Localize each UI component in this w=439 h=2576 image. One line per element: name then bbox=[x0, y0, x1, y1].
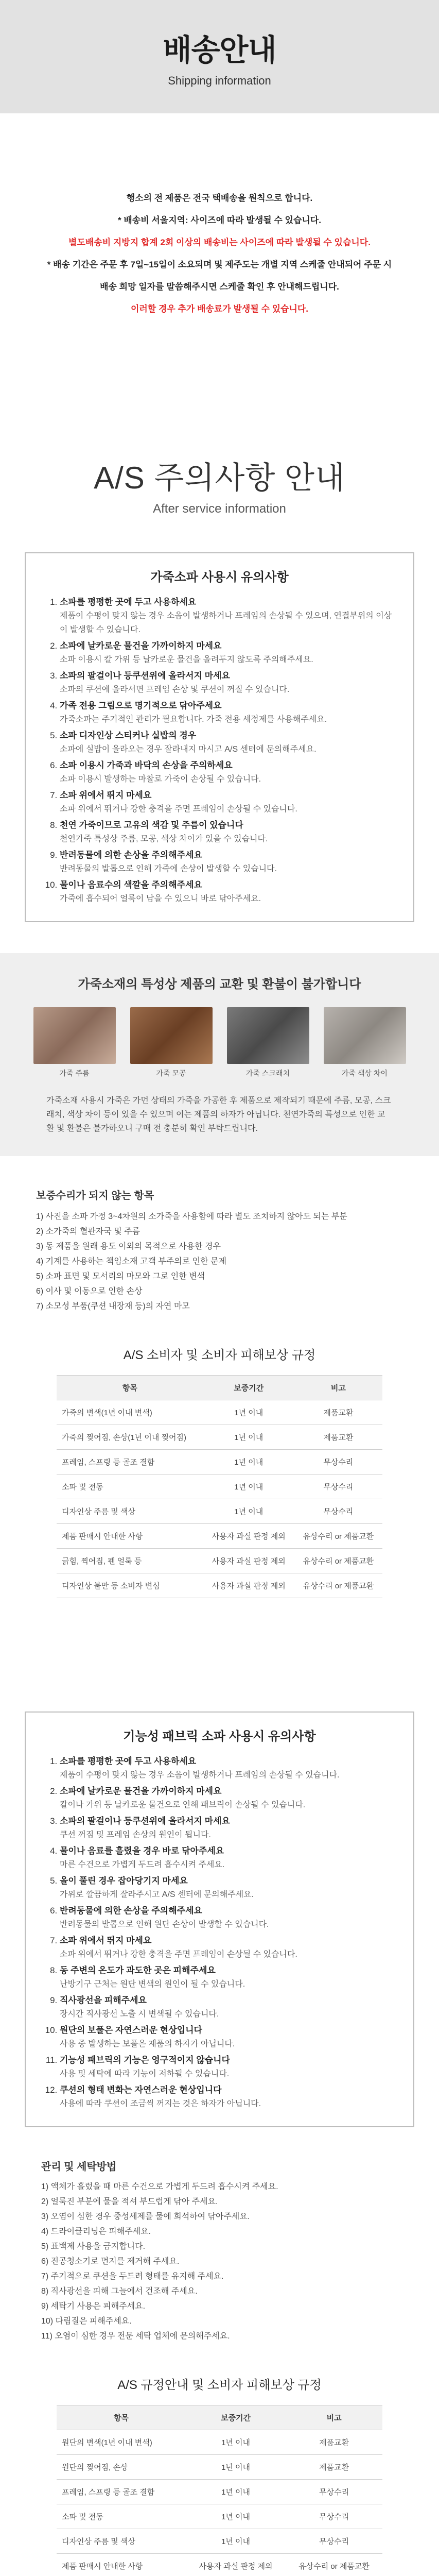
care-list bbox=[46, 595, 393, 906]
care-item-head: 물이나 음료를 흘렸을 경우 바로 닦아주세요 bbox=[60, 1846, 224, 1856]
mgmt-line: 10) 다림질은 피해주세요. bbox=[41, 2317, 132, 2326]
swatch-label: 가죽 주름 bbox=[59, 1069, 90, 1077]
table-cell: 사용자 과실 판정 제외 bbox=[186, 2554, 286, 2576]
table-row bbox=[57, 2455, 382, 2480]
table-cell: 제품교환 bbox=[286, 2430, 382, 2455]
mgmt-title: 관리 및 세탁방법 bbox=[41, 2161, 117, 2173]
table-row bbox=[57, 2504, 382, 2529]
care-item bbox=[60, 1934, 393, 1961]
table-header: 항목 bbox=[57, 1376, 203, 1400]
leather-paragraph: 가죽소재 사용시 가죽은 가먼 상태의 가죽을 가공한 후 제품으로 제작되기 때문에 주름, 모공, 스크래치, 색상 차이 등이 있을 수 있으며 이는 제품의 하자가 아닙니다. 천연가죽의 특성으로 인한 교환 및 환불은 불가하오니 구매 전 충분히 확인 부탁드립니다. bbox=[46, 1096, 391, 1133]
shipping-header bbox=[0, 0, 439, 113]
care-item-head: 직사광선을 피해주세요 bbox=[60, 1995, 147, 2005]
table-cell: 사용자 과실 판정 제외 bbox=[203, 1524, 294, 1549]
care-item bbox=[60, 699, 393, 726]
table-cell: 무상수리 bbox=[294, 1475, 382, 1499]
table-cell: 소파 및 전동 bbox=[57, 1475, 203, 1499]
notice-line: * 배송 기간은 주문 후 7일~15일이 소요되며 및 제주도는 개별 지역 스케줄 안내되어 주문 시 bbox=[47, 260, 392, 269]
mgmt-line: 5) 표백제 사용을 금지합니다. bbox=[41, 2242, 146, 2251]
box-title: 가죽소파 사용시 유의사항 bbox=[150, 570, 289, 584]
care-item-detail: 가죽소파는 주기적인 관리가 필요합니다. 가죽 전용 세정제를 사용해주세요. bbox=[60, 715, 327, 724]
care-item-head: 소파의 팔걸이나 등쿠션위에 올라서지 마세요 bbox=[60, 1816, 230, 1826]
table-row bbox=[57, 1573, 382, 1598]
swatch-label: 가죽 모공 bbox=[156, 1069, 186, 1077]
mgmt-line: 11) 오염이 심한 경우 전문 세탁 업체에 문의해주세요. bbox=[41, 2332, 230, 2341]
notice-line: 행소의 전 제품은 전국 택배송을 원칙으로 합니다. bbox=[126, 193, 313, 203]
table-cell: 제품 판매시 안내한 사항 bbox=[57, 2554, 186, 2576]
table-cell: 무상수리 bbox=[286, 2529, 382, 2554]
care-item-head: 소파 이용시 가죽과 바닥의 손상을 주의하세요 bbox=[60, 760, 233, 770]
table-cell: 무상수리 bbox=[286, 2480, 382, 2504]
care-item-head: 소파 디자인상 스티커나 실밥의 경우 bbox=[60, 731, 197, 740]
care-item bbox=[60, 1754, 393, 1782]
table-header: 비고 bbox=[286, 2405, 382, 2430]
care-item-head: 물이나 음료수의 색깔을 주의해주세요 bbox=[60, 880, 202, 890]
leather-scratch-image bbox=[227, 1007, 309, 1064]
warranty-line: 5) 소파 표면 및 모서리의 마모와 그로 인한 변색 bbox=[36, 1272, 205, 1281]
as-subtitle: After service information bbox=[153, 502, 286, 516]
care-item bbox=[60, 1874, 393, 1902]
care-item-detail: 소파 위에서 뛰거나 강한 충격을 주면 프레임이 손상될 수 있습니다. bbox=[60, 805, 297, 814]
table-cell: 유상수리 or 제품교환 bbox=[294, 1524, 382, 1549]
mgmt-line: 3) 오염이 심한 경우 중성세제를 물에 희석하여 닦아주세요. bbox=[41, 2212, 250, 2221]
care-item bbox=[60, 848, 393, 876]
table-cell: 원단의 변색(1년 이내 변색) bbox=[57, 2430, 186, 2455]
table-cell: 1년 이내 bbox=[186, 2480, 286, 2504]
mgmt-line: 8) 직사광선을 피해 그늘에서 건조해 주세요. bbox=[41, 2287, 198, 2296]
care-item bbox=[60, 1993, 393, 2021]
table-row bbox=[57, 1475, 382, 1499]
table-cell: 가죽의 변색(1년 이내 변색) bbox=[57, 1400, 203, 1425]
as-table-fabric bbox=[57, 2375, 382, 2576]
table-cell: 무상수리 bbox=[294, 1450, 382, 1475]
table-cell: 긁힘, 찍어짐, 펜 얼룩 등 bbox=[57, 1549, 203, 1573]
table-cell: 사용자 과실 판정 제외 bbox=[203, 1573, 294, 1598]
table-cell: 1년 이내 bbox=[203, 1400, 294, 1425]
table-cell: 1년 이내 bbox=[186, 2529, 286, 2554]
care-item-head: 소파의 팔걸이나 등쿠션위에 올라서지 마세요 bbox=[60, 671, 230, 681]
table-header: 보증기간 bbox=[203, 1376, 294, 1400]
care-list bbox=[46, 1754, 393, 2111]
care-item-head: 천연 가죽이므로 고유의 색감 및 주름이 있습니다 bbox=[60, 820, 243, 830]
care-item-detail: 소파에 실밥이 올라오는 경우 잘라내지 마시고 A/S 센터에 문의해주세요. bbox=[60, 745, 317, 754]
care-item-detail: 난방기구 근처는 원단 변색의 원인이 될 수 있습니다. bbox=[60, 1980, 245, 1989]
table-row bbox=[57, 2430, 382, 2455]
table-cell: 디자인상 불만 등 소비자 변심 bbox=[57, 1573, 203, 1598]
table-header: 항목 bbox=[57, 2405, 186, 2430]
care-item-detail: 마른 수건으로 가볍게 두드려 흡수시켜 주세요. bbox=[60, 1860, 225, 1869]
care-item-detail: 사용 및 세탁에 따라 기능이 저하될 수 있습니다. bbox=[60, 2070, 230, 2078]
table-cell: 제품 판매시 안내한 사항 bbox=[57, 1524, 203, 1549]
leather-wrinkle-image bbox=[33, 1007, 116, 1064]
table-cell: 1년 이내 bbox=[186, 2455, 286, 2480]
leather-title: 가죽소재의 특성상 제품의 교환 및 환불이 불가합니다 bbox=[78, 977, 361, 991]
notice-line: * 배송비 서울지역: 사이즈에 따라 발생될 수 있습니다. bbox=[118, 215, 321, 225]
care-item bbox=[60, 595, 393, 637]
table-cell: 디자인상 주름 및 색상 bbox=[57, 2529, 186, 2554]
warranty-line: 4) 기계를 사용하는 책임소재 고객 부주의로 인한 문제 bbox=[36, 1257, 226, 1266]
table-row bbox=[57, 1549, 382, 1573]
table-row bbox=[57, 1450, 382, 1475]
notice-line: 별도배송비 지방지 합계 2회 이상의 배송비는 사이즈에 따라 발생될 수 있습니다. bbox=[68, 238, 371, 247]
as-table bbox=[57, 1375, 382, 1598]
care-item-head: 소파 위에서 뛰지 마세요 bbox=[60, 790, 152, 800]
care-item bbox=[60, 878, 393, 906]
shipping-title: 배송안내 bbox=[163, 33, 276, 67]
care-item bbox=[60, 1963, 393, 1991]
care-item bbox=[60, 1904, 393, 1931]
mgmt-line: 4) 드라이클리닝은 피해주세요. bbox=[41, 2227, 151, 2236]
care-item-detail: 장시간 직사광선 노출 시 변색될 수 있습니다. bbox=[60, 2010, 219, 2019]
table-cell: 유상수리 or 제품교환 bbox=[294, 1549, 382, 1573]
table-cell: 무상수리 bbox=[286, 2504, 382, 2529]
leather-sofa-care-box bbox=[25, 552, 414, 922]
warranty-title: 보증수리가 되지 않는 항목 bbox=[36, 1190, 154, 1201]
table-cell: 1년 이내 bbox=[186, 2430, 286, 2455]
table-cell: 제품교환 bbox=[294, 1425, 382, 1450]
leather-property-section bbox=[0, 953, 439, 1156]
care-item-head: 쿠션의 형태 변화는 자연스러운 현상입니다 bbox=[60, 2085, 222, 2095]
swatch-label: 가죽 색상 차이 bbox=[342, 1069, 388, 1077]
swatch-label: 가죽 스크래치 bbox=[245, 1069, 290, 1077]
care-item-head: 소파를 평평한 곳에 두고 사용하세요 bbox=[60, 1756, 197, 1766]
care-item bbox=[60, 2023, 393, 2051]
notice-line: 이러할 경우 추가 배송료가 발생될 수 있습니다. bbox=[130, 304, 309, 314]
leather-color-image bbox=[324, 1007, 406, 1064]
table-cell: 원단의 찢어짐, 손상 bbox=[57, 2455, 186, 2480]
table-cell: 유상수리 or 제품교환 bbox=[294, 1573, 382, 1598]
care-item-head: 기능성 패브릭의 기능은 영구적이지 않습니다 bbox=[60, 2055, 230, 2065]
table-cell: 1년 이내 bbox=[203, 1425, 294, 1450]
table-cell: 소파 및 전동 bbox=[57, 2504, 186, 2529]
care-item-detail: 사용에 따라 쿠션이 조금씩 꺼지는 것은 하자가 아닙니다. bbox=[60, 2099, 261, 2108]
table-cell: 1년 이내 bbox=[186, 2504, 286, 2529]
care-item bbox=[60, 818, 393, 846]
table-row bbox=[57, 1425, 382, 1450]
box-title: 기능성 패브릭 소파 사용시 유의사항 bbox=[123, 1730, 316, 1743]
table-cell: 제품교환 bbox=[294, 1400, 382, 1425]
care-item-head: 반려동물에 의한 손상을 주의해주세요 bbox=[60, 850, 202, 860]
table-header: 비고 bbox=[294, 1376, 382, 1400]
care-item bbox=[60, 2053, 393, 2081]
care-and-wash bbox=[41, 2158, 398, 2344]
care-item bbox=[60, 1814, 393, 1842]
table-cell: 가죽의 찢어짐, 손상(1년 이내 찢어짐) bbox=[57, 1425, 203, 1450]
table-cell: 1년 이내 bbox=[203, 1499, 294, 1524]
table-cell: 프레임, 스프링 등 골조 결함 bbox=[57, 1450, 203, 1475]
care-item bbox=[60, 1844, 393, 1872]
table-cell: 1년 이내 bbox=[203, 1475, 294, 1499]
care-item-head: 소파 위에서 뛰지 마세요 bbox=[60, 1936, 152, 1945]
as-heading bbox=[0, 453, 439, 516]
care-item bbox=[60, 669, 393, 697]
care-item-detail: 소파 위에서 뛰거나 강한 충격을 주면 프레임이 손상될 수 있습니다. bbox=[60, 1950, 297, 1959]
table-title: A/S 소비자 및 소비자 피해보상 규정 bbox=[123, 1348, 316, 1362]
care-item bbox=[60, 639, 393, 667]
table-title: A/S 규정안내 및 소비자 피해보상 규정 bbox=[117, 2378, 322, 2392]
table-row bbox=[57, 2480, 382, 2504]
care-item-detail: 제품이 수평이 맞지 않는 경우 소음이 발생하거나 프레임의 손상될 수 있으며, 연결부위의 이상이 발생할 수 있습니다. bbox=[60, 612, 392, 634]
care-item-detail: 소파 이용시 칼 가위 등 날카로운 물건을 올려두지 않도록 주의해주세요. bbox=[60, 655, 313, 664]
care-item bbox=[60, 1784, 393, 1812]
fabric-sofa-care-box bbox=[25, 1711, 414, 2127]
mgmt-line: 6) 진공청소기로 먼지를 제거해 주세요. bbox=[41, 2257, 180, 2266]
notice-line: 배송 희망 일자를 말씀해주시면 스케줄 확인 후 안내해드립니다. bbox=[100, 282, 339, 292]
mgmt-line: 2) 얼룩진 부분에 물을 적셔 부드럽게 닦아 주세요. bbox=[41, 2197, 218, 2206]
care-item-detail: 소파 이용시 발생하는 마찰로 가죽이 손상될 수 있습니다. bbox=[60, 775, 261, 784]
warranty-line: 6) 이사 및 이동으로 인한 손상 bbox=[36, 1287, 143, 1296]
care-item-head: 소파에 날카로운 물건을 가까이하지 마세요 bbox=[60, 641, 222, 651]
mgmt-line: 1) 액체가 흘렀을 때 마른 수건으로 가볍게 두드려 흡수시켜 주세요. bbox=[41, 2182, 278, 2191]
warranty-exclusions bbox=[36, 1187, 403, 1314]
care-item-head: 동 주변의 온도가 과도한 곳은 피해주세요 bbox=[60, 1965, 216, 1975]
shipping-subtitle: Shipping information bbox=[168, 74, 271, 87]
care-item bbox=[60, 728, 393, 756]
care-item-head: 반려동물에 의한 손상을 주의해주세요 bbox=[60, 1906, 202, 1916]
care-item-detail: 천연가죽 특성상 주름, 모공, 색상 차이가 있을 수 있습니다. bbox=[60, 835, 268, 843]
warranty-line: 2) 소가죽의 혈관자국 및 주름 bbox=[36, 1227, 141, 1236]
table-row bbox=[57, 1400, 382, 1425]
table-row bbox=[57, 1499, 382, 1524]
as-table-leather bbox=[57, 1345, 382, 1598]
care-item-detail: 가죽에 흡수되어 얼룩이 남을 수 있으니 바로 닦아주세요. bbox=[60, 894, 261, 903]
warranty-line: 3) 동 제품을 원래 용도 이외의 목적으로 사용한 경우 bbox=[36, 1242, 221, 1251]
leather-pore-image bbox=[130, 1007, 213, 1064]
care-item-head: 소파에 날카로운 물건을 가까이하지 마세요 bbox=[60, 1786, 222, 1796]
warranty-line: 1) 사진을 소파 가정 3~4차원의 소가죽을 사용함에 따라 별도 조치하지 않아도 되는 부분 bbox=[36, 1212, 347, 1221]
swatch-labels bbox=[0, 1068, 439, 1078]
table-cell: 무상수리 bbox=[294, 1499, 382, 1524]
shipping-notice bbox=[0, 113, 439, 392]
care-item-detail: 칼이나 가위 등 날카로운 물건으로 인해 패브릭이 손상될 수 있습니다. bbox=[60, 1801, 306, 1809]
leather-swatches bbox=[0, 1007, 439, 1064]
care-item-head: 소파를 평평한 곳에 두고 사용하세요 bbox=[60, 597, 197, 607]
table-cell: 제품교환 bbox=[286, 2455, 382, 2480]
care-item-detail: 반려동물의 발톱으로 인해 원단 손상이 발생할 수 있습니다. bbox=[60, 1920, 269, 1929]
care-item-detail: 사용 중 발생하는 보풀은 제품의 하자가 아닙니다. bbox=[60, 2040, 235, 2048]
care-item-detail: 소파의 쿠션에 올라서면 프레임 손상 및 쿠션이 꺼질 수 있습니다. bbox=[60, 685, 290, 694]
as-table bbox=[57, 2405, 382, 2576]
table-cell: 유상수리 or 제품교환 bbox=[286, 2554, 382, 2576]
care-item bbox=[60, 758, 393, 786]
table-cell: 디자인상 주름 및 색상 bbox=[57, 1499, 203, 1524]
care-item-head: 가족 전용 그림으로 명기적으로 닦아주세요 bbox=[60, 701, 222, 710]
table-cell: 1년 이내 bbox=[203, 1450, 294, 1475]
care-item bbox=[60, 2083, 393, 2111]
care-item-detail: 쿠션 꺼짐 및 프레임 손상의 원인이 됩니다. bbox=[60, 1831, 211, 1839]
care-item-detail: 제품이 수평이 맞지 않는 경우 소음이 발생하거나 프레임의 손상될 수 있습니다. bbox=[60, 1771, 340, 1780]
care-item-detail: 반려동물의 발톱으로 인해 가죽에 손상이 발생할 수 있습니다. bbox=[60, 865, 277, 873]
care-item-head: 올이 풀린 경우 잡아당기지 마세요 bbox=[60, 1876, 188, 1886]
mgmt-line: 7) 주기적으로 쿠션을 두드려 형태를 유지해 주세요. bbox=[41, 2272, 224, 2281]
table-cell: 프레임, 스프링 등 골조 결함 bbox=[57, 2480, 186, 2504]
care-item bbox=[60, 788, 393, 816]
table-row bbox=[57, 2529, 382, 2554]
table-header: 보증기간 bbox=[186, 2405, 286, 2430]
table-row bbox=[57, 2554, 382, 2576]
mgmt-line: 9) 세탁기 사용은 피해주세요. bbox=[41, 2302, 146, 2311]
as-title: A/S 주의사항 안내 bbox=[94, 461, 345, 495]
table-row bbox=[57, 1524, 382, 1549]
care-item-head: 원단의 보풀은 자연스러운 현상입니다 bbox=[60, 2025, 202, 2035]
table-cell: 사용자 과실 판정 제외 bbox=[203, 1549, 294, 1573]
warranty-line: 7) 소모성 부품(쿠션 내장재 등)의 자연 마모 bbox=[36, 1302, 190, 1311]
care-item-detail: 가위로 깔끔하게 잘라주시고 A/S 센터에 문의해주세요. bbox=[60, 1890, 254, 1899]
